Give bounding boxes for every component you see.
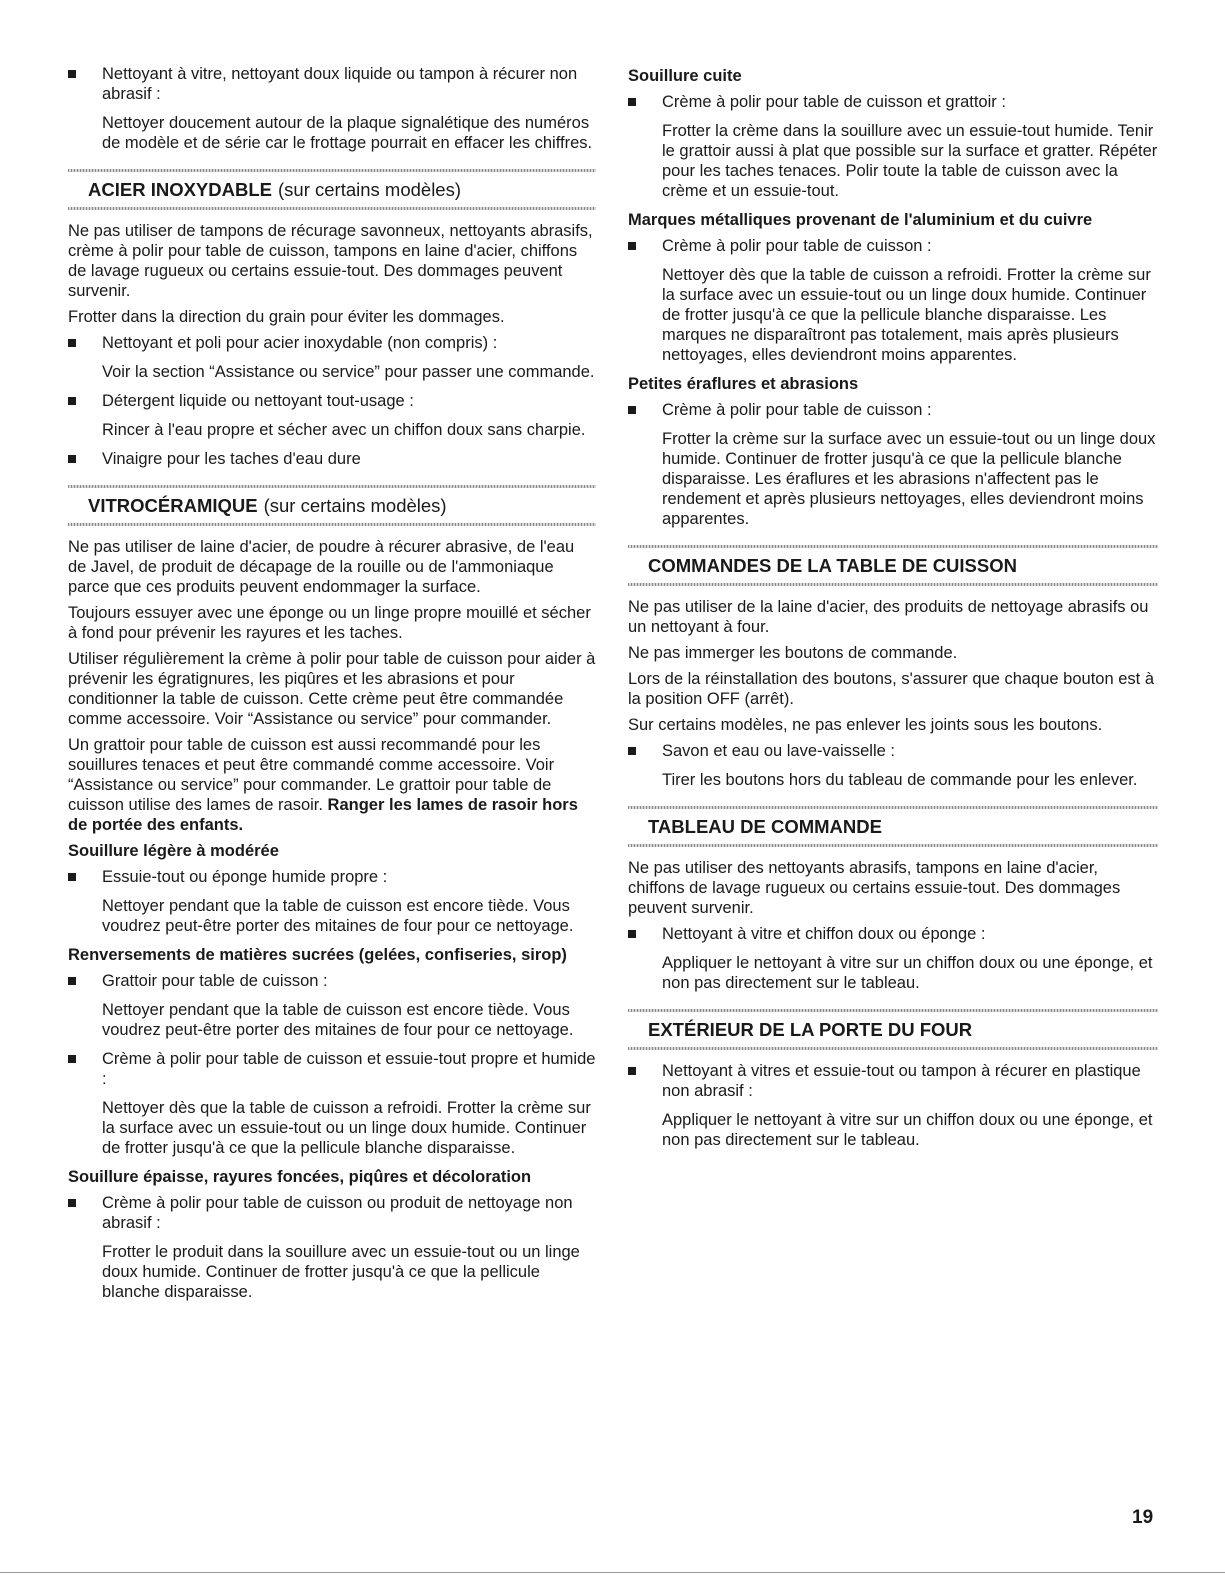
paragraph: Ne pas utiliser de laine d'acier, de poudre à récurer abrasive, de l'eau de Javel, de produit de décapage de la rouille ou de l'ammoniaque parce que ces produits peuvent endommager la surface.: [68, 538, 575, 596]
section-title-text: EXTÉRIEUR DE LA PORTE DU FOUR: [648, 1019, 973, 1040]
bullet-detail: Frotter la crème sur la surface avec un essuie-tout ou un linge doux humide. Continuer de frotter jusqu'à ce que la pellicule blanche disparaisse. Les éraflures et les abrasions n'affectent pas le rendement et après plusieurs nettoyages, elles deviendront moins apparentes.: [662, 430, 1156, 528]
section-exterieur-porte-four: [628, 1009, 1158, 1050]
bullet-square-icon: [68, 977, 76, 985]
bullet-detail: Frotter le produit dans la souillure avec un essuie-tout ou un linge doux humide. Continuer de frotter jusqu'à ce que la pellicule blanche disparaisse.: [102, 1243, 580, 1301]
list-item: [68, 971, 596, 991]
paragraph: Ne pas immerger les boutons de commande.: [628, 644, 958, 662]
paragraph: Utiliser régulièrement la crème à polir pour table de cuisson pour aider à prévenir les égratignures, les piqûres et les abrasions et pour conditionner la table de cuisson. Cette crème peut être commandée comme accessoire. Voir “Assistance ou service” pour commander.: [68, 650, 596, 728]
section-title-text: COMMANDES DE LA TABLE DE CUISSON: [648, 555, 1017, 576]
bullet-square-icon: [68, 873, 76, 881]
subheading: Marques métalliques provenant de l'aluminium et du cuivre: [628, 211, 1093, 229]
bullet-square-icon: [628, 242, 636, 250]
section-title-text: VITROCÉRAMIQUE: [88, 495, 258, 516]
paragraph-text: Un grattoir pour table de cuisson est aussi recommandé pour les souillures tenaces et peut être commandé comme accessoire. Voir “Assistance ou service” pour commander. Le grattoir pour table de cuisson utilise des lames de rasoir.: [68, 736, 555, 814]
section-acier-inoxydable: [68, 169, 596, 210]
paragraph: Ne pas utiliser des nettoyants abrasifs, tampons en laine d'acier, chiffons de lavage rugueux ou certains essuie-tout. Des dommages peuvent survenir.: [628, 859, 1121, 917]
bullet-square-icon: [68, 339, 76, 347]
list-item: [68, 449, 596, 469]
bullet-text: Crème à polir pour table de cuisson :: [662, 237, 932, 255]
list-item: [628, 924, 1158, 944]
section-title: [628, 548, 1158, 583]
paragraph: [68, 735, 596, 835]
bullet-text: Grattoir pour table de cuisson :: [102, 972, 328, 990]
bullet-detail: Frotter la crème dans la souillure avec un essuie-tout humide. Tenir le grattoir aussi à plat que possible sur la surface et gratter. Répéter pour les taches tenaces. Polir toute la table de cuisson avec la crème et un essuie-tout.: [662, 122, 1158, 200]
section-title: [68, 172, 596, 207]
paragraph: Frotter dans la direction du grain pour éviter les dommages.: [68, 308, 505, 326]
list-item: [628, 741, 1158, 761]
bullet-text: Nettoyant et poli pour acier inoxydable (non compris) :: [102, 334, 498, 352]
paragraph: Sur certains modèles, ne pas enlever les joints sous les boutons.: [628, 716, 1103, 734]
bullet-text: Crème à polir pour table de cuisson et grattoir :: [662, 93, 1006, 111]
section-title-text: ACIER INOXYDABLE: [88, 179, 272, 200]
bullet-square-icon: [628, 1067, 636, 1075]
bullet-square-icon: [628, 98, 636, 106]
section-title-text: TABLEAU DE COMMANDE: [648, 816, 882, 837]
left-column: [68, 64, 596, 1311]
section-title: [628, 1012, 1158, 1047]
subheading: Souillure cuite: [628, 67, 742, 85]
bullet-detail: Rincer à l'eau propre et sécher avec un chiffon doux sans charpie.: [102, 421, 586, 439]
bullet-text: Détergent liquide ou nettoyant tout-usage :: [102, 392, 414, 410]
bullet-text: Crème à polir pour table de cuisson et essuie-tout propre et humide :: [102, 1050, 596, 1088]
section-divider: [628, 1047, 1158, 1050]
section-tableau-de-commande: [628, 806, 1158, 847]
bullet-text: Vinaigre pour les taches d'eau dure: [102, 450, 361, 468]
bullet-detail: Appliquer le nettoyant à vitre sur un chiffon doux ou une éponge, et non pas directement sur le tableau.: [662, 954, 1153, 992]
bullet-text: Essuie-tout ou éponge humide propre :: [102, 868, 388, 886]
paragraph: Lors de la réinstallation des boutons, s'assurer que chaque bouton est à la position OFF (arrêt).: [628, 670, 1154, 708]
list-item: [68, 1193, 596, 1233]
paragraph: Ne pas utiliser de la laine d'acier, des produits de nettoyage abrasifs ou un nettoyant à four.: [628, 598, 1149, 636]
list-item: [68, 391, 596, 411]
page-number: 19: [1132, 1507, 1154, 1528]
bullet-text: Crème à polir pour table de cuisson ou produit de nettoyage non abrasif :: [102, 1194, 573, 1232]
list-item: [628, 236, 1158, 256]
bullet-text: Nettoyant à vitres et essuie-tout ou tampon à récurer en plastique non abrasif :: [662, 1062, 1141, 1100]
bullet-square-icon: [68, 1199, 76, 1207]
section-qualifier: (sur certains modèles): [278, 179, 462, 200]
bullet-text: Nettoyant à vitre et chiffon doux ou éponge :: [662, 925, 986, 943]
list-item: [68, 867, 596, 887]
list-item: [68, 333, 596, 353]
warning-text: Ranger les lames de rasoir hors de portée des enfants.: [68, 796, 578, 834]
bullet-text: Crème à polir pour table de cuisson :: [662, 401, 932, 419]
bullet-square-icon: [68, 1055, 76, 1063]
bullet-detail: Nettoyer dès que la table de cuisson a refroidi. Frotter la crème sur la surface avec un essuie-tout ou un linge doux humide. Continuer de frotter jusqu'à ce que la pellicule blanche disparaisse. Les marques ne disparaîtront pas totalement, mais après plusieurs nettoyages, elles deviendront moins apparentes.: [662, 266, 1151, 364]
list-item: [68, 64, 596, 104]
list-item: [628, 400, 1158, 420]
section-divider: [68, 207, 596, 210]
subheading: Petites éraflures et abrasions: [628, 375, 859, 393]
subheading: Renversements de matières sucrées (gelées, confiseries, sirop): [68, 946, 567, 964]
bullet-square-icon: [68, 455, 76, 463]
bullet-detail: Tirer les boutons hors du tableau de commande pour les enlever.: [662, 771, 1138, 789]
section-divider: [68, 523, 596, 526]
section-title: [628, 809, 1158, 844]
subheading: Souillure épaisse, rayures foncées, piqûres et décoloration: [68, 1168, 532, 1186]
section-title: [68, 488, 596, 523]
subheading: Souillure légère à modérée: [68, 842, 279, 860]
bullet-text: Nettoyant à vitre, nettoyant doux liquide ou tampon à récurer non abrasif :: [102, 65, 578, 103]
section-vitroceramique: [68, 485, 596, 526]
bullet-square-icon: [628, 406, 636, 414]
paragraph: Toujours essuyer avec une éponge ou un linge propre mouillé et sécher à fond pour prévenir les rayures et les taches.: [68, 604, 591, 642]
bullet-square-icon: [628, 747, 636, 755]
bullet-square-icon: [68, 397, 76, 405]
page-bottom-rule: [0, 1572, 1225, 1573]
bullet-detail: Nettoyer pendant que la table de cuisson est encore tiède. Vous voudrez peut-être porter des mitaines de four pour ce nettoyage.: [102, 1001, 574, 1039]
list-item: [628, 92, 1158, 112]
right-column: [628, 64, 1158, 1159]
bullet-detail: Appliquer le nettoyant à vitre sur un chiffon doux ou une éponge, et non pas directement sur le tableau.: [662, 1111, 1153, 1149]
bullet-detail: Voir la section “Assistance ou service” pour passer une commande.: [102, 363, 595, 381]
list-item: [68, 1049, 596, 1089]
section-qualifier: (sur certains modèles): [263, 495, 447, 516]
bullet-text: Savon et eau ou lave-vaisselle :: [662, 742, 895, 760]
list-item: [628, 1061, 1158, 1101]
bullet-detail: Nettoyer doucement autour de la plaque signalétique des numéros de modèle et de série car le frottage pourrait en effacer les chiffres.: [102, 114, 593, 152]
bullet-square-icon: [68, 70, 76, 78]
section-divider: [628, 844, 1158, 847]
paragraph: Ne pas utiliser de tampons de récurage savonneux, nettoyants abrasifs, crème à polir pour table de cuisson, tampons en laine d'acier, chiffons de lavage rugueux ou certains essuie-tout. Des dommages peuvent survenir.: [68, 222, 593, 300]
bullet-square-icon: [628, 930, 636, 938]
section-divider: [628, 583, 1158, 586]
bullet-detail: Nettoyer pendant que la table de cuisson est encore tiède. Vous voudrez peut-être porter des mitaines de four pour ce nettoyage.: [102, 897, 574, 935]
bullet-detail: Nettoyer dès que la table de cuisson a refroidi. Frotter la crème sur la surface avec un essuie-tout ou un linge doux humide. Continuer de frotter jusqu'à ce que la pellicule blanche disparaisse.: [102, 1099, 591, 1157]
section-commandes-table-cuisson: [628, 545, 1158, 586]
